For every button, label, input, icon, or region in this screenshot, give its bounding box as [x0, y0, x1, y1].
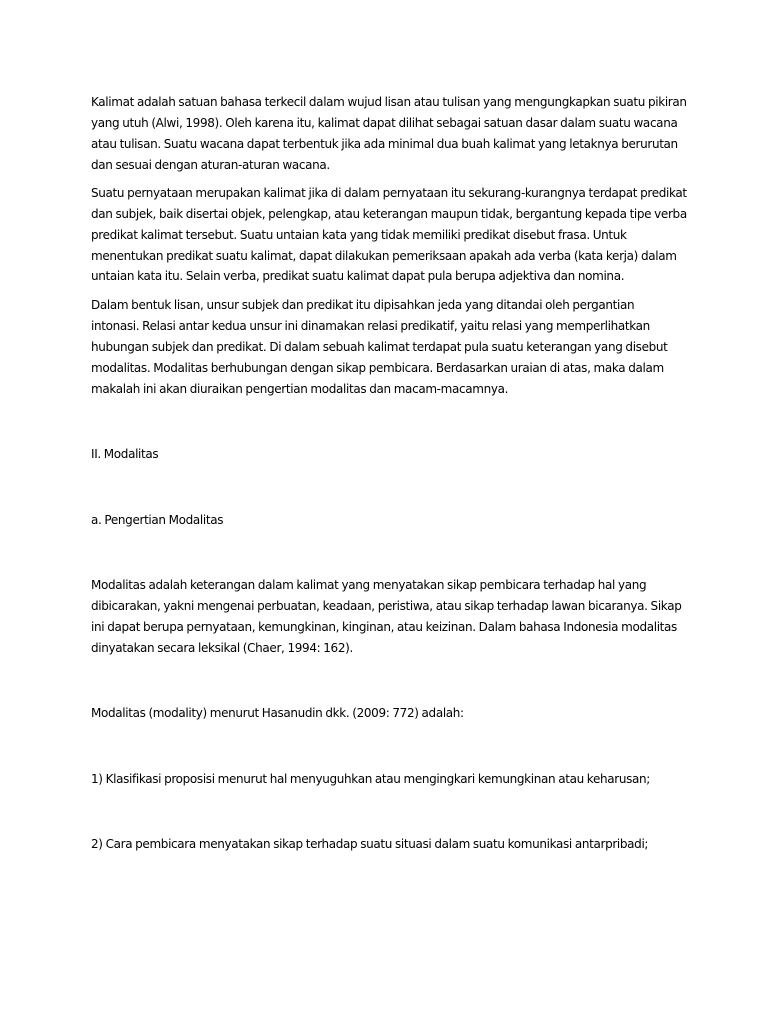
list-item-2: 2) Cara pembicara menyatakan sikap terhadap suatu situasi dalam suatu komunikasi antarpribadi; [91, 837, 649, 851]
paragraph-3-line-4: modalitas. Modalitas berhubungan dengan sikap pembicara. Berdasarkan uraian di atas, maka dalam [91, 361, 664, 375]
paragraph-3-line-3: hubungan subjek dan predikat. Di dalam sebuah kalimat terdapat pula suatu keterangan yang disebut [91, 340, 668, 354]
paragraph-2-line-4: menentukan predikat suatu kalimat, dapat dilakukan pemeriksaan apakah ada verba (kata kerja) dalam [91, 249, 677, 263]
paragraph-2-line-5: untaian kata itu. Selain verba, predikat suatu kalimat dapat pula berupa adjektiva dan nomina. [91, 269, 625, 283]
section-heading: II. Modalitas [91, 447, 159, 461]
paragraph-1-line-1: Kalimat adalah satuan bahasa terkecil dalam wujud lisan atau tulisan yang mengungkapkan suatu pikiran [91, 95, 687, 109]
paragraph-4-line-2: dibicarakan, yakni mengenai perbuatan, keadaan, peristiwa, atau sikap terhadap lawan bicaranya. Sikap [91, 599, 682, 613]
subsection-heading: a. Pengertian Modalitas [91, 513, 224, 527]
paragraph-4-line-4: dinyatakan secara leksikal (Chaer, 1994: 162). [91, 641, 353, 655]
paragraph-1-line-4: dan sesuai dengan aturan-aturan wacana. [91, 158, 330, 172]
paragraph-2-line-2: dan subjek, baik disertai objek, pelengkap, atau keterangan maupun tidak, bergantung kepada tipe verba [91, 207, 687, 221]
paragraph-3-line-2: intonasi. Relasi antar kedua unsur ini dinamakan relasi predikatif, yaitu relasi yang memperlihatkan [91, 319, 650, 333]
paragraph-4-line-3: ini dapat berupa pernyataan, kemungkinan, kinginan, atau keizinan. Dalam bahasa Indonesia modalitas [91, 620, 677, 634]
paragraph-2-line-3: predikat kalimat tersebut. Suatu untaian kata yang tidak memiliki predikat disebut frasa. Untuk [91, 228, 627, 242]
paragraph-1-line-2: yang utuh (Alwi, 1998). Oleh karena itu, kalimat dapat dilihat sebagai satuan dasar dalam suatu wacana [91, 116, 678, 130]
list-item-1: 1) Klasifikasi proposisi menurut hal menyuguhkan atau mengingkari kemungkinan atau keharusan; [91, 772, 650, 786]
paragraph-3-line-5: makalah ini akan diuraikan pengertian modalitas dan macam-macamnya. [91, 382, 509, 396]
paragraph-3-line-1: Dalam bentuk lisan, unsur subjek dan predikat itu dipisahkan jeda yang ditandai oleh pergantian [91, 298, 635, 312]
paragraph-1-line-3: atau tulisan. Suatu wacana dapat terbentuk jika ada minimal dua buah kalimat yang letaknya berurutan [91, 137, 678, 151]
paragraph-4-line-1: Modalitas adalah keterangan dalam kalimat yang menyatakan sikap pembicara terhadap hal yang [91, 578, 647, 592]
paragraph-2-line-1: Suatu pernyataan merupakan kalimat jika di dalam pernyataan itu sekurang-kurangnya terdapat predikat [91, 186, 687, 200]
paragraph-5: Modalitas (modality) menurut Hasanudin dkk. (2009: 772) adalah: [91, 706, 464, 720]
